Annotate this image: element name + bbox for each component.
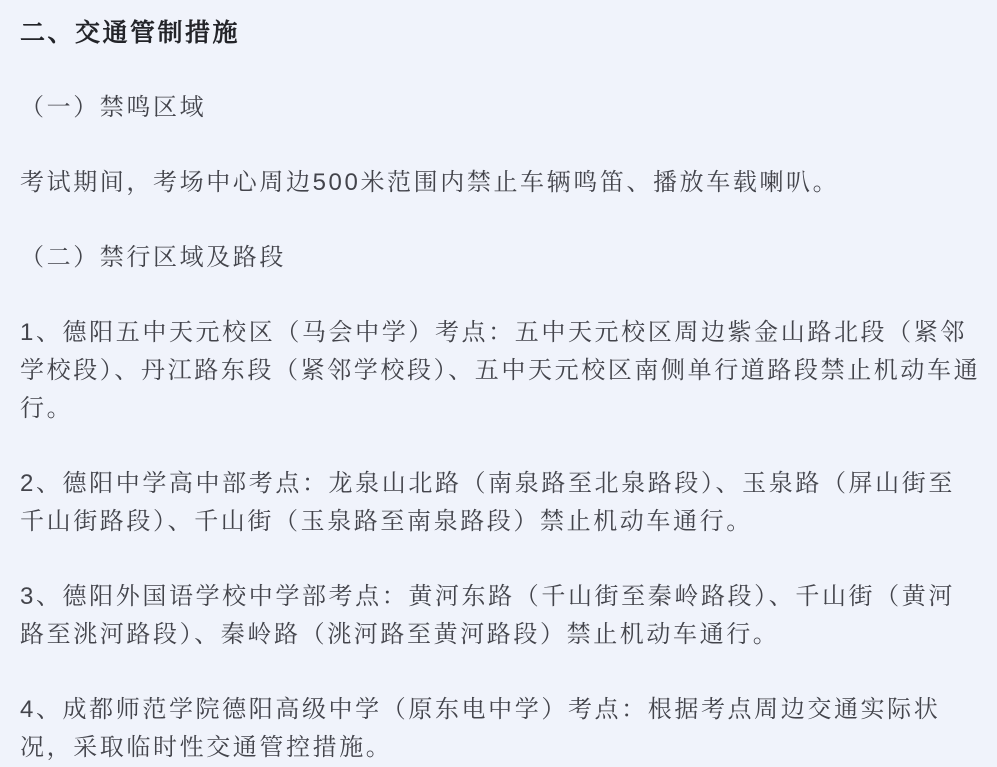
subsection-heading-no-horn-zone: （一）禁鸣区域 [20,94,207,121]
paragraph-site-4-chengdu-normal-college: 4、成都师范学院德阳高级中学（原东电中学）考点：根据考点周边交通实际状况，采取临时性交通管控措施。 [20,696,941,761]
paragraph-no-horn-rule: 考试期间，考场中心周边500米范围内禁止车辆鸣笛、播放车载喇叭。 [20,169,840,196]
section-title: 二、交通管制措施 [20,19,241,47]
paragraph-site-3-foreign-language-school: 3、德阳外国语学校中学部考点：黄河东路（千山街至秦岭路段）、千山街（黄河路至洮河路段）、秦岭路（洮河路至黄河路段）禁止机动车通行。 [20,583,955,648]
paragraph-site-2-deyang-high-school: 2、德阳中学高中部考点：龙泉山北路（南泉路至北泉路段）、玉泉路（屏山街至千山街路段）、千山街（玉泉路至南泉路段）禁止机动车通行。 [20,470,955,535]
subsection-heading-no-entry-zone: （二）禁行区域及路段 [20,244,286,271]
paragraph-site-1-deyang-no5-tianyuan: 1、德阳五中天元校区（马会中学）考点：五中天元校区周边紫金山路北段（紧邻学校段）、丹江路东段（紧邻学校段）、五中天元校区南侧单行道路段禁止机动车通行。 [20,319,981,422]
